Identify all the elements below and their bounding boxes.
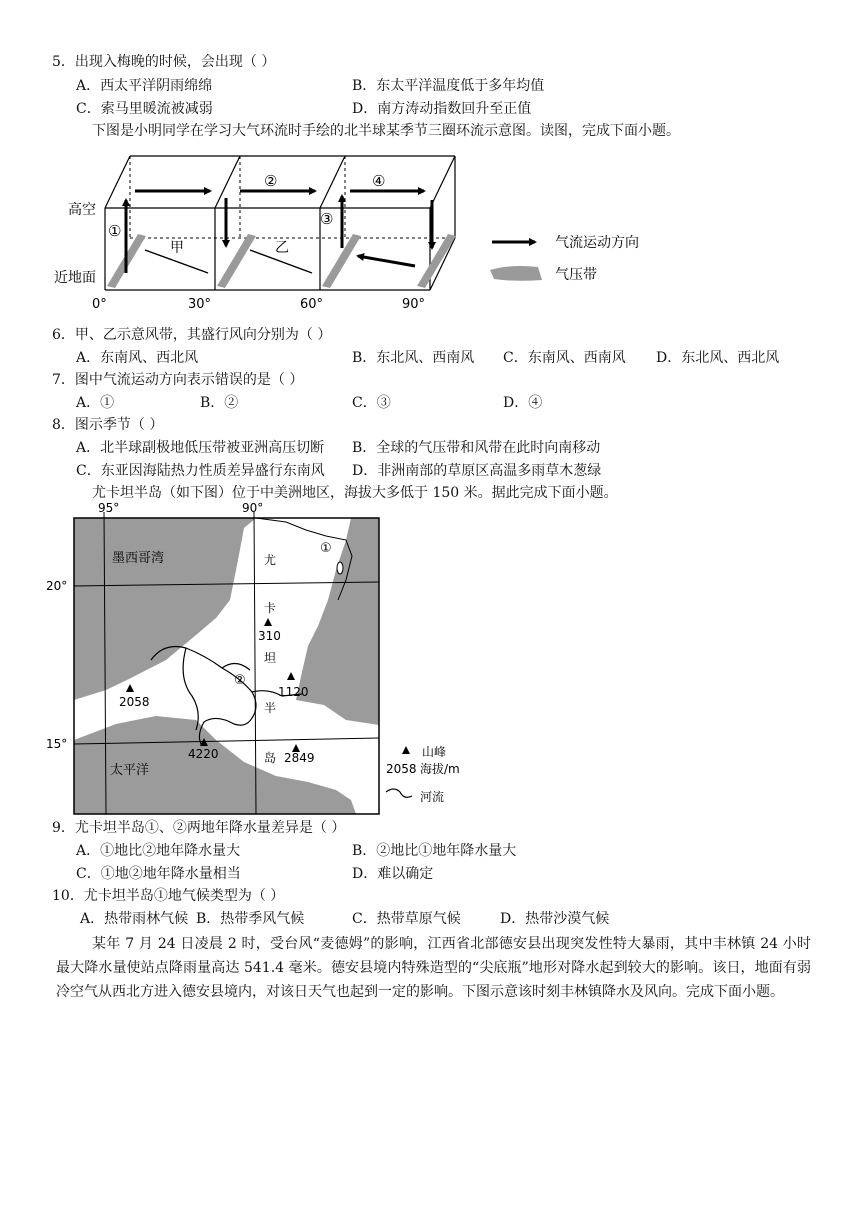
gulf-label: 墨西哥湾: [112, 551, 165, 566]
q10-option-b: B．热带季风气候: [196, 911, 305, 927]
lat-15: 15°: [46, 737, 68, 751]
legend-peak-value: 2058: [386, 762, 417, 776]
q10-option-d: D．热带沙漠气候: [500, 911, 610, 927]
q5-option-a: A．西太平洋阴雨绵绵: [76, 78, 213, 94]
legend-river-icon: [386, 789, 412, 797]
rainstorm-passage: 某年 7 月 24 日凌晨 2 时，受台风“麦德姆”的影响，江西省北部德安县出现突发性特大暴雨，其中丰林镇 24 小时最大降水量使站点降雨量高达 541.4 毫米。德安县境内特殊造型的“尖底瓶”地形对降水起到较大的影响。该日，地面有弱冷空气从西北方进入德安县境内，对该日天气也起到一定的影响。下图示意该时刻丰林镇降水及风向。完成下面小题。: [56, 936, 811, 1000]
peninsula-char-2: 卡: [264, 601, 277, 615]
lat-60: 60°: [300, 297, 324, 312]
q6-option-d: D．东北风、西北风: [656, 350, 780, 366]
label-jia: 甲: [170, 240, 184, 256]
legend-arrow-label: 气流运动方向: [555, 235, 639, 251]
q10-option-c: C．热带草原气候: [352, 911, 461, 927]
peak-4220-label: 4220: [188, 747, 219, 761]
peninsula-char-1: 尤: [264, 553, 277, 567]
yucatan-intro: 尤卡坦半岛（如下图）位于中美洲地区，海拔大多低于 150 米。据此完成下面小题。: [92, 485, 618, 501]
peninsula-char-3: 坦: [264, 651, 277, 665]
q8-option-d: D．非洲南部的草原区高温多雨草木葱绿: [352, 463, 602, 479]
q6-stem: 6．甲、乙示意风带，其盛行风向分别为（ ）: [52, 327, 332, 343]
legend-belt-label: 气压带: [555, 267, 597, 283]
q10-option-a: A．热带雨林气候: [80, 911, 189, 927]
pressure-belt-30: [217, 234, 256, 288]
q6-option-b: B．东北风、西南风: [352, 350, 475, 366]
q6-option-c: C．东南风、西南风: [503, 350, 626, 366]
q8-option-b: B．全球的气压带和风带在此时向南移动: [352, 440, 601, 456]
legend-belt-icon: [490, 266, 542, 281]
num-3: ③: [320, 210, 334, 228]
peak-310-label: 310: [258, 629, 281, 643]
island: [337, 562, 343, 574]
q8-stem: 8．图示季节（ ）: [52, 417, 164, 433]
lat-20: 20°: [46, 579, 68, 593]
site-2: ②: [234, 673, 246, 688]
legend-river-label: 河流: [420, 790, 445, 804]
label-yi: 乙: [275, 240, 289, 256]
q7-stem: 7．图中气流运动方向表示错误的是（ ）: [52, 372, 304, 388]
label-surface: 近地面: [54, 270, 96, 286]
q5-stem: 5．出现入梅晚的时候，会出现（ ）: [52, 54, 276, 70]
peak-1120-label: 1120: [278, 685, 309, 699]
q8-option-a: A．北半球副极地低压带被亚洲高压切断: [76, 440, 325, 456]
num-2: ②: [264, 172, 278, 190]
lat-30: 30°: [188, 297, 212, 312]
q7-option-d: D．④: [503, 395, 543, 411]
q5-option-c: C．索马里暖流被减弱: [76, 101, 213, 117]
q9-stem: 9．尤卡坦半岛①、②两地年降水量差异是（ ）: [52, 820, 346, 836]
q9-option-b: B．②地比①地年降水量大: [352, 843, 517, 859]
num-1: ①: [108, 222, 122, 240]
label-high-altitude: 高空: [68, 202, 96, 218]
pacific-label: 太平洋: [110, 763, 150, 778]
peak-2849-label: 2849: [284, 751, 315, 765]
circulation-intro: 下图是小明同学在学习大气环流时手绘的北半球某季节三圈环流示意图。读图，完成下面小题。: [92, 123, 680, 139]
peninsula-char-5: 岛: [264, 751, 277, 765]
legend-peak-icon: [402, 746, 410, 754]
lat-90: 90°: [402, 297, 426, 312]
q6-option-a: A．东南风、西北风: [76, 350, 199, 366]
peak-2058-label: 2058: [119, 695, 150, 709]
circulation-diagram: [54, 148, 660, 318]
lon-95: 95°: [98, 501, 120, 515]
lon-90: 90°: [242, 501, 264, 515]
q9-option-d: D．难以确定: [352, 866, 434, 882]
pressure-belt-90: [417, 234, 456, 288]
q7-option-b: B．②: [200, 395, 239, 411]
q10-stem: 10．尤卡坦半岛①地气候类型为（ ）: [52, 888, 285, 904]
num-4: ④: [372, 172, 386, 190]
legend-peak-label: 山峰: [422, 745, 447, 759]
q5-option-b: B．东太平洋温度低于多年均值: [352, 78, 545, 94]
site-1: ①: [320, 541, 332, 556]
lat-0: 0°: [92, 297, 107, 312]
yucatan-map: [46, 500, 496, 818]
legend-elevation-label: 海拔/m: [420, 762, 460, 776]
q9-option-c: C．①地②地年降水量相当: [76, 866, 241, 882]
peninsula-char-4: 半: [264, 701, 277, 715]
q7-option-a: A．①: [76, 395, 115, 411]
arrow-surface-polar: [358, 256, 415, 266]
q8-option-c: C．东亚因海陆热力性质差异盛行东南风: [76, 463, 325, 479]
q5-option-d: D．南方涛动指数回升至正值: [352, 101, 532, 117]
q9-option-a: A．①地比②地年降水量大: [76, 843, 241, 859]
q7-option-c: C．③: [352, 395, 391, 411]
